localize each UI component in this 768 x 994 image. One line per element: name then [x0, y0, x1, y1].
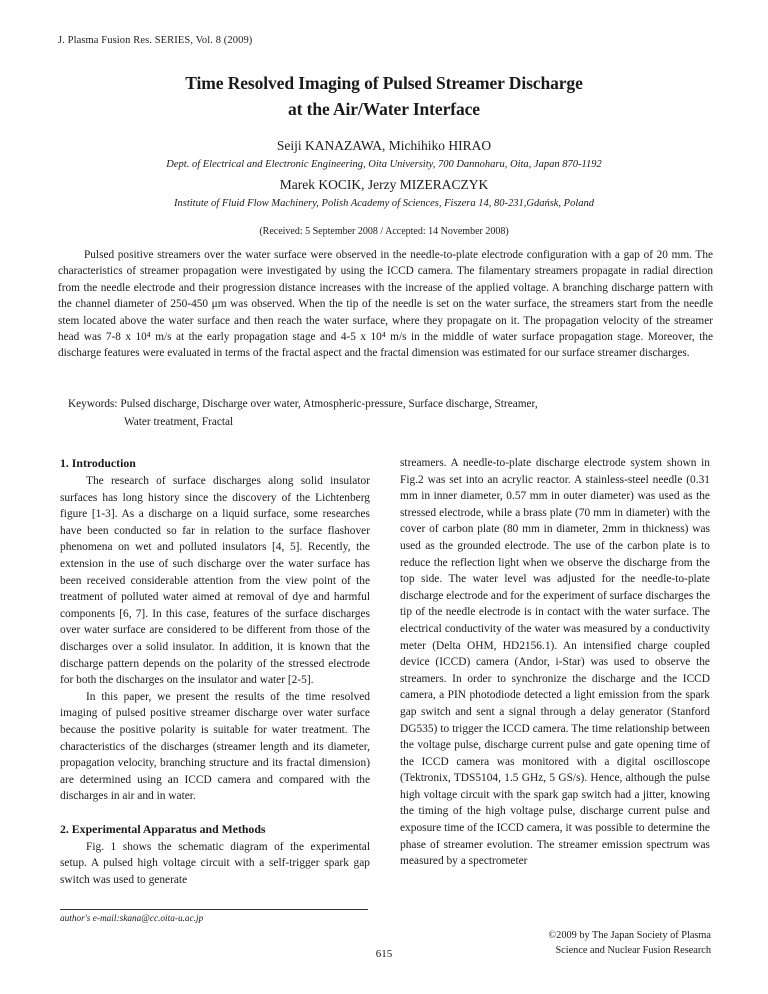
body-column-right — [400, 455, 710, 870]
running-head: J. Plasma Fusion Res. SERIES, Vol. 8 (2009) — [58, 35, 253, 46]
title-line-2: at the Air/Water Interface — [288, 99, 480, 119]
keywords-label: Keywords: — [68, 398, 118, 410]
keywords-line-2: Water treatment, Fractal — [124, 415, 234, 428]
experimental-paragraph-left: Fig. 1 shows the schematic diagram of the experimental setup. A pulsed high voltage circuit with a self-trigger spark gap switch was used to generate — [60, 840, 370, 887]
received-accepted-date: (Received: 5 September 2008 / Accepted: 14 November 2008) — [259, 226, 509, 237]
intro-paragraph-1: The research of surface discharges along solid insulator surfaces has long history since the discovery of the Lichtenberg figure [1-3]. As a discharge on a liquid surface, some researches have been conducted so far in relation to the surface flashover phenomena on wet and polluted insulators [4, 5]. Recently, the extension in the use of such discharge over the water surface has been received considerable attention from the view point of the treatment of polluted water aimed at removal of dye and harmful components [6, 7]. In this case, features of the surface discharges over water surface are considered to be different from those of the discharges over a solid insulator. In addition, it is known that the discharge pattern depends on the polarity of the stressed electrode for both the discharges on the insulator and water [2-5]. — [60, 475, 370, 687]
page-number: 615 — [375, 948, 393, 960]
abstract-text: Pulsed positive streamers over the water surface were observed in the needle-to-plate electrode configuration with a gap of 20 mm. The characteristics of streamer propagation were investigated by using the ICCD camera. The filamentary streamers propagate in radial direction from the needle electrode and their progression distance increases with the increase of the applied voltage. A branching discharge pattern with the channel diameter of 250-450 μm was observed. When the tip of the needle is set on the water surface, the streamers start from the needle stem located above the water surface and then reach the water surface, where they propagate on it. The propagation velocity of the streamer head was 7-8 x 10⁴ m/s at the early propagation stage and 4-5 x 10⁴ m/s in the middle of water surface propagation stage. Moreover, the discharge features were evaluated in terms of the fractal aspect and the fractal dimension was estimated for our surface streamer discharges. — [58, 249, 713, 360]
affiliation-1: Dept. of Electrical and Electronic Engineering, Oita University, 700 Dannoharu, Oita, Japan 870-1192 — [166, 159, 602, 170]
section-heading-introduction: 1. Introduction — [60, 456, 136, 470]
author-group-1: Seiji KANAZAWA, Michihiko HIRAO — [276, 138, 492, 153]
copyright-notice — [400, 928, 711, 958]
footnote-separator — [60, 909, 368, 910]
experimental-paragraph-right: streamers. A needle-to-plate discharge electrode system shown in Fig.2 was set into an acrylic reactor. A stainless-steel needle (0.31 mm in inner diameter, 0.57 mm in outer diameter) was used as the stressed electrode, while a brass plate (70 mm in diameter) with the cover of carbon plate (80 mm in diameter, 2mm in thickness) was used as the grounded electrode. The use of the carbon plate is to reduce the reflection light when we observe the discharge from the top side. The water level was adjusted for the needle-to-plate discharge electrode and for the experiment of surface discharges the tip of the needle electrode is in contact with the water surface. The electrical conductivity of the water was measured by a conductivity meter (Delta OHM, HD2156.1). An intensified charge coupled device (ICCD) camera (Andor, i-Star) was used to observe the streamers. In order to synchronize the discharge and the ICCD camera, a PIN photodiode detected a light emission from the spark gap switch and sent a signal through a delay generator (Stanford DG535) to trigger the ICCD camera. The time relationship between the voltage pulse, discharge current pulse and gate opening time of the ICCD camera was monitored with a digital oscilloscope (Tektronix, TDS5104, 1.5 GHz, 5 GS/s). Hence, although the pulse high voltage circuit with the spark gap switch had a jitter, knowing the timing of the high voltage pulse, discharge current pulse and exposure time of the ICCD camera, it was possible to determine the phase of streamer evolution. The streamer emission spectrum was measured by a spectrometer — [400, 457, 710, 868]
copyright-line-2: Science and Nuclear Fusion Research — [555, 945, 711, 956]
abstract — [58, 247, 713, 362]
title-line-1: Time Resolved Imaging of Pulsed Streamer Discharge — [185, 73, 583, 93]
copyright-line-1: ©2009 by The Japan Society of Plasma — [548, 930, 711, 941]
section-heading-experimental: 2. Experimental Apparatus and Methods — [60, 821, 266, 836]
keywords — [68, 396, 713, 431]
footnote-email: author's e-mail:skana@cc.oita-u.ac.jp — [60, 914, 204, 924]
paper-title — [58, 70, 710, 122]
affiliation-2: Institute of Fluid Flow Machinery, Polish Academy of Sciences, Fiszera 14, 80-231,Gdańsk, Poland — [173, 198, 595, 209]
intro-paragraph-2: In this paper, we present the results of the time resolved imaging of pulsed positive streamer discharge over water surface because the positive polarity is suitable for water treatment. The characteristics of the discharges (streamer length and its diameter, propagation velocity, branching structure and its fractal dimension) are determined using an ICCD camera and compared with the discharges in air and in water. — [60, 690, 370, 803]
author-block — [38, 134, 730, 237]
body-column-left — [60, 455, 370, 889]
author-group-2: Marek KOCIK, Jerzy MIZERACZYK — [279, 177, 489, 192]
keywords-line-1: Pulsed discharge, Discharge over water, Atmospheric-pressure, Surface discharge, Streamer, — [120, 398, 538, 410]
